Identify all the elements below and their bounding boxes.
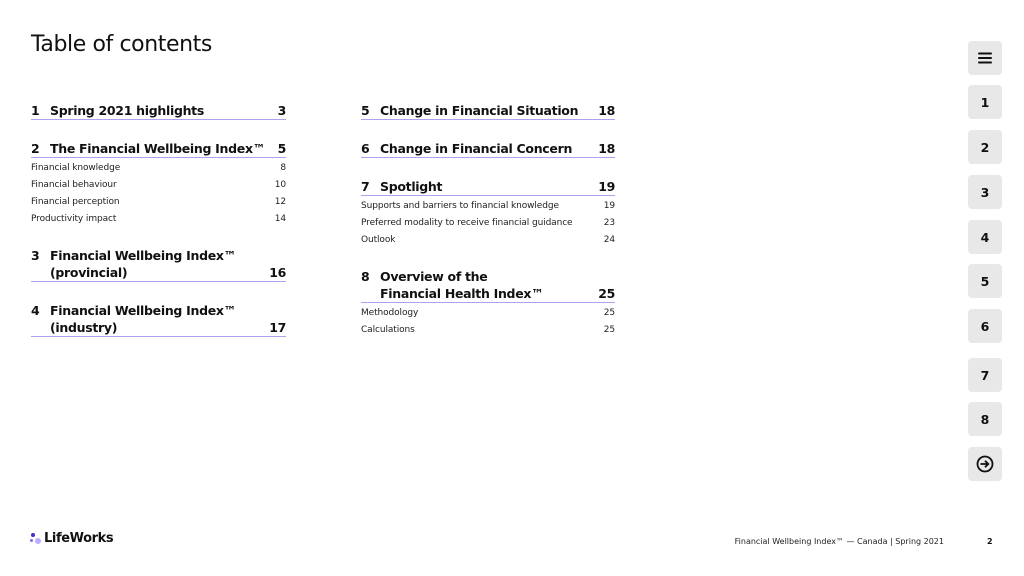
subitem-page: 23	[603, 218, 615, 228]
nav-button-7[interactable]: 7	[968, 358, 1002, 392]
subitem-title: Financial perception	[31, 197, 120, 207]
section-underline	[361, 157, 615, 158]
toc-subitem[interactable]	[361, 307, 615, 319]
section-title-line-2: (provincial)	[50, 265, 128, 280]
toc-section-3[interactable]	[31, 247, 286, 282]
subitem-page: 24	[603, 235, 615, 245]
section-number: 8	[361, 269, 370, 284]
lifeworks-logo	[30, 531, 113, 546]
section-number: 3	[31, 248, 40, 263]
section-underline	[361, 119, 615, 120]
section-title: Change in Financial Concern	[380, 141, 573, 156]
section-title-line-1: Financial Wellbeing Index™	[50, 248, 236, 263]
hamburger-menu-icon	[978, 52, 992, 64]
subitem-page: 10	[274, 180, 286, 190]
toc-section-5[interactable]	[361, 102, 615, 120]
subitem-title: Financial knowledge	[31, 163, 121, 173]
page-number: 2	[987, 537, 993, 546]
subitem-page: 25	[603, 308, 615, 318]
toc-section-7[interactable]	[361, 178, 615, 196]
section-page: 25	[598, 286, 615, 301]
subitem-title: Outlook	[361, 235, 396, 245]
section-title-line-2: (industry)	[50, 320, 118, 335]
subitem-page: 19	[603, 201, 615, 211]
logo-mark-icon	[30, 532, 42, 546]
section-title-line-1: Overview of the	[380, 269, 488, 284]
menu-button[interactable]	[968, 41, 1002, 75]
section-title-line-1: Financial Wellbeing Index™	[50, 303, 236, 318]
section-page: 19	[598, 179, 615, 194]
nav-button-3[interactable]: 3	[968, 175, 1002, 209]
nav-button-6[interactable]: 6	[968, 309, 1002, 343]
subitem-page: 12	[274, 197, 286, 207]
toc-subitem[interactable]	[361, 324, 615, 336]
section-title: The Financial Wellbeing Index™	[50, 141, 265, 156]
toc-subitem[interactable]	[361, 200, 615, 212]
toc-section-4[interactable]	[31, 302, 286, 337]
toc-subitem[interactable]	[361, 234, 615, 246]
section-page: 5	[277, 141, 286, 156]
section-underline	[31, 157, 286, 158]
nav-button-4[interactable]: 4	[968, 220, 1002, 254]
footer-caption: Financial Wellbeing Index™ — Canada | Spring 2021	[734, 537, 944, 546]
subitem-title: Preferred modality to receive financial guidance	[361, 218, 573, 228]
nav-button-8[interactable]: 8	[968, 402, 1002, 436]
section-page: 3	[277, 103, 286, 118]
subitem-title: Productivity impact	[31, 214, 117, 224]
section-number: 1	[31, 103, 40, 118]
section-title: Spring 2021 highlights	[50, 103, 205, 118]
section-page: 18	[598, 141, 615, 156]
section-number: 7	[361, 179, 370, 194]
section-title: Spotlight	[380, 179, 443, 194]
section-number: 6	[361, 141, 370, 156]
toc-subitem[interactable]	[31, 196, 286, 208]
toc-subitem[interactable]	[31, 213, 286, 225]
section-title-line-2: Financial Health Index™	[380, 286, 544, 301]
nav-button-2[interactable]: 2	[968, 130, 1002, 164]
toc-subitem[interactable]	[31, 162, 286, 174]
page-title: Table of contents	[31, 32, 212, 57]
section-underline	[31, 336, 286, 337]
sign-in-arrow-icon	[976, 455, 994, 473]
exit-button[interactable]	[968, 447, 1002, 481]
toc-section-6[interactable]	[361, 140, 615, 158]
subitem-page: 25	[603, 325, 615, 335]
logo-text: LifeWorks	[44, 531, 114, 546]
section-title: Change in Financial Situation	[380, 103, 579, 118]
subitem-title: Financial behaviour	[31, 180, 117, 190]
section-underline	[361, 195, 615, 196]
subitem-page: 14	[274, 214, 286, 224]
toc-section-2[interactable]	[31, 140, 286, 158]
toc-section-8[interactable]	[361, 268, 615, 303]
section-number: 2	[31, 141, 40, 156]
section-number: 5	[361, 103, 370, 118]
subitem-page: 8	[280, 163, 286, 173]
section-page: 17	[269, 320, 286, 335]
toc-subitem[interactable]	[361, 217, 615, 229]
nav-button-5[interactable]: 5	[968, 264, 1002, 298]
subitem-title: Supports and barriers to financial knowledge	[361, 201, 559, 211]
section-underline	[361, 302, 615, 303]
toc-section-1[interactable]	[31, 102, 286, 120]
subitem-title: Calculations	[361, 325, 415, 335]
nav-button-1[interactable]: 1	[968, 85, 1002, 119]
subitem-title: Methodology	[361, 308, 419, 318]
section-page: 18	[598, 103, 615, 118]
section-page: 16	[269, 265, 286, 280]
section-underline	[31, 281, 286, 282]
section-number: 4	[31, 303, 40, 318]
toc-subitem[interactable]	[31, 179, 286, 191]
section-underline	[31, 119, 286, 120]
